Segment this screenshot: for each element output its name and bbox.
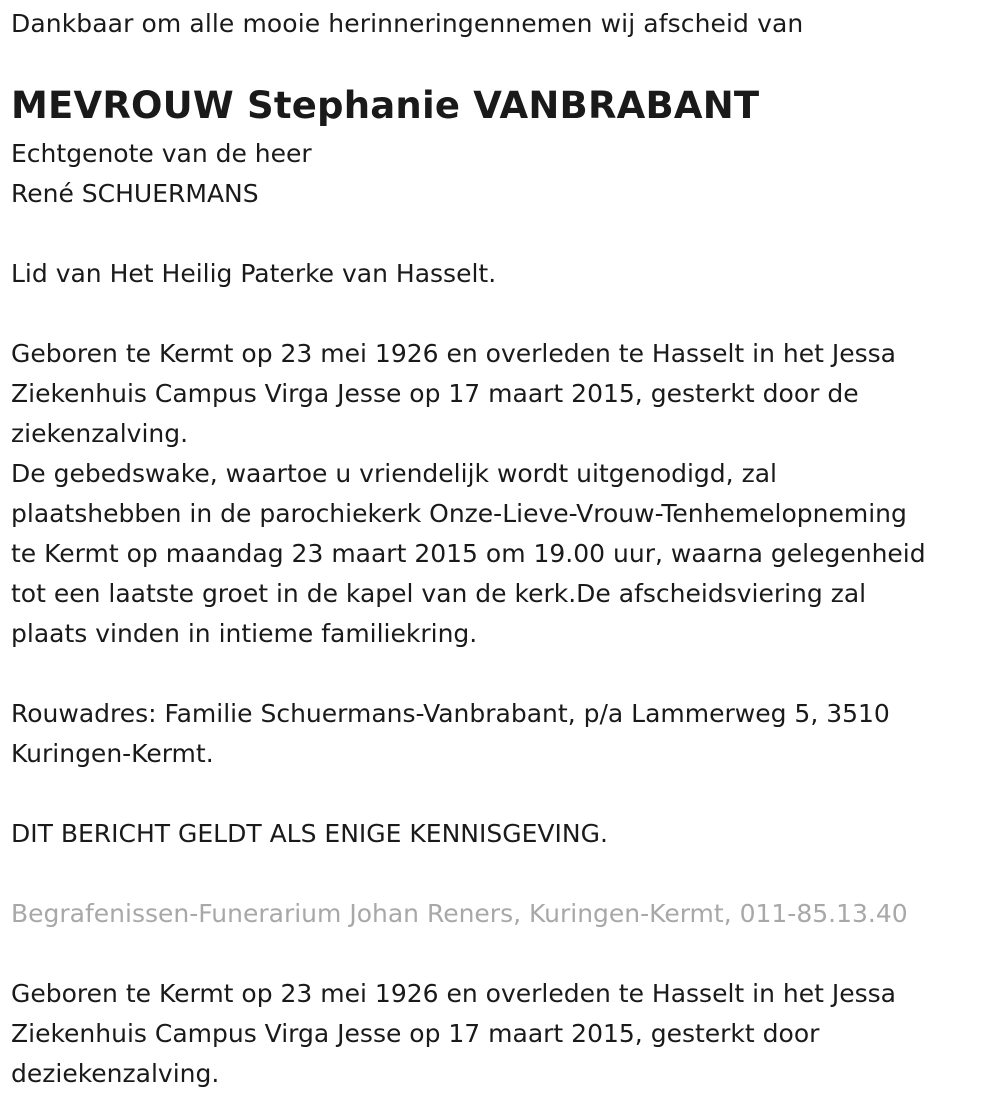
birth-line: Ziekenhuis Campus Virga Jesse op 17 maart 2015, gesterkt door de [11, 379, 859, 408]
address-line: Rouwadres: Familie Schuermans-Vanbrabant, p/a Lammerweg 5, 3510 [11, 699, 890, 728]
membership-block [11, 254, 991, 294]
notice-block [11, 814, 991, 854]
wake-line: plaats vinden in intieme familiekring. [11, 619, 478, 648]
wake-line: De gebedswake, waartoe u vriendelijk wordt uitgenodigd, zal [11, 459, 777, 488]
spouse-line: Echtgenote van de heer [11, 139, 312, 168]
birth-repeat-block [11, 974, 991, 1094]
membership-text: Lid van Het Heilig Paterke van Hasselt. [11, 259, 497, 288]
funeral-home-block [11, 894, 991, 934]
birth-repeat-line: Geboren te Kermt op 23 mei 1926 en overleden te Hasselt in het Jessa [11, 979, 896, 1008]
notice-text: DIT BERICHT GELDT ALS ENIGE KENNISGEVING. [11, 819, 608, 848]
wake-line: plaatshebben in de parochiekerk Onze-Lieve-Vrouw-Tenhemelopneming [11, 499, 907, 528]
birth-block [11, 334, 991, 454]
funeral-home-text: Begrafenissen-Funerarium Johan Reners, Kuringen-Kermt, 011-85.13.40 [11, 899, 908, 928]
spouse-block [11, 134, 991, 214]
address-line: Kuringen-Kermt. [11, 739, 214, 768]
wake-line: te Kermt op maandag 23 maart 2015 om 19.00 uur, waarna gelegenheid [11, 539, 926, 568]
intro-text: Dankbaar om alle mooie herinneringennemen wij afscheid van [11, 9, 804, 38]
wake-block [11, 454, 991, 654]
birth-line: ziekenzalving. [11, 419, 189, 448]
birth-line: Geboren te Kermt op 23 mei 1926 en overleden te Hasselt in het Jessa [11, 339, 896, 368]
birth-repeat-line: Ziekenhuis Campus Virga Jesse op 17 maart 2015, gesterkt door [11, 1019, 820, 1048]
wake-line: tot een laatste groet in de kapel van de kerk.De afscheidsviering zal [11, 579, 867, 608]
spouse-name: René SCHUERMANS [11, 179, 259, 208]
address-block [11, 694, 991, 774]
deceased-name: MEVROUW Stephanie VANBRABANT [11, 84, 760, 127]
birth-repeat-line: deziekenzalving. [11, 1059, 220, 1088]
